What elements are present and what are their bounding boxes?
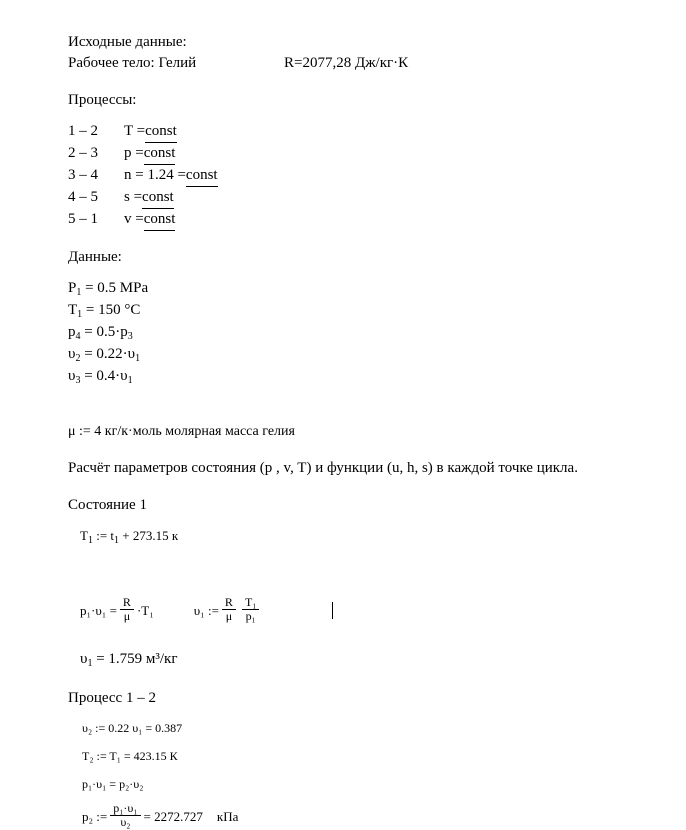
pv-lhs: p₁·υ₁ = (80, 603, 117, 618)
process-expr-prefix: n = 1.24 = (124, 167, 186, 183)
process-row (68, 121, 628, 143)
processes-list (68, 121, 628, 231)
data-item-rest: = 0.5·p (80, 324, 128, 340)
data-item-sub: 1 (77, 309, 83, 320)
data-item-var: T (68, 302, 78, 318)
p2-equation-row (82, 803, 628, 830)
v1-frac1-numerator: R (222, 596, 236, 610)
process-expr-prefix: v = (124, 211, 144, 227)
data-item (68, 300, 628, 322)
process-12-heading: Процесс 1 – 2 (68, 690, 156, 706)
v1-result-value: = 1.759 м³/кг (92, 651, 178, 667)
pv-frac-numerator: R (120, 596, 134, 610)
data-item-rest-sub: 1 (135, 353, 141, 364)
process-expr-const: const (186, 165, 218, 187)
v1-frac2-numerator: T₁ (242, 596, 260, 610)
working-body-label: Рабочее тело: Гелий (68, 55, 197, 71)
data-item-rest: = 0.22·υ (80, 346, 136, 362)
pv-equation (80, 597, 154, 624)
process-expr-const: const (144, 143, 176, 165)
document-content (68, 32, 628, 830)
process-label: 3 – 4 (68, 167, 98, 183)
p2-frac-denominator: υ₂ (120, 815, 131, 829)
process-expr-const: const (144, 209, 176, 231)
p2-unit: кПа (216, 809, 239, 824)
data-item-var: υ (68, 346, 76, 362)
process-expr-const: const (145, 121, 177, 143)
process-label: 4 – 5 (68, 189, 98, 205)
data-item (68, 278, 628, 300)
process-label: 5 – 1 (68, 211, 98, 227)
process-row (68, 165, 628, 187)
data-item-sub: 4 (75, 331, 81, 342)
data-item-var: p (68, 324, 76, 340)
p2-result: = 2272.727 (143, 809, 203, 824)
data-item-rest-sub: 3 (127, 331, 133, 342)
v1-equation (194, 597, 263, 624)
pv-equation-row (80, 597, 628, 624)
p2-frac-numerator: p₁·υ₁ (110, 802, 140, 816)
process-expr-prefix: s = (124, 189, 143, 205)
p2-lhs: p₂ := (82, 809, 108, 824)
state1-heading: Состояние 1 (68, 497, 147, 513)
data-item-rest: = 150 °C (82, 302, 141, 318)
data-item (68, 366, 628, 388)
p12-line: T₂ := T₁ = 423.15 К (82, 749, 178, 763)
process-row (68, 143, 628, 165)
v1-result (80, 648, 628, 672)
p12-line: p₁·υ₁ = p₂·υ₂ (82, 777, 144, 791)
gas-constant-value: R=2077,28 Дж/кг·К (284, 55, 409, 71)
v1-lhs: υ₁ := (193, 603, 219, 618)
text-cursor[interactable] (332, 602, 333, 619)
process-expr-const: const (142, 187, 174, 209)
data-heading: Данные: (68, 249, 122, 265)
process-expr-prefix: T = (124, 123, 146, 139)
molar-mass-line: μ := 4 кг/к·моль молярная масса гелия (68, 424, 295, 439)
data-item-var: υ (68, 368, 76, 384)
state1-assign: := t (92, 528, 115, 543)
initial-data-heading: Исходные данные: (68, 34, 187, 50)
data-list (68, 278, 628, 388)
process-expr-prefix: p = (124, 145, 144, 161)
pv-fraction (120, 596, 134, 623)
data-item-rest: = 0.5 MPa (81, 280, 149, 296)
data-item-sub: 2 (75, 353, 81, 364)
state1-lhs-sub: 1 (87, 535, 93, 546)
data-item-sub: 1 (76, 287, 82, 298)
process-label: 1 – 2 (68, 123, 98, 139)
v1-frac2-denominator: p₁ (245, 609, 256, 623)
state1-lhs-var: T (80, 528, 88, 543)
calc-paragraph: Расчёт параметров состояния (p , v, T) и функции (u, h, s) в каждой точке цикла. (68, 460, 578, 476)
data-item-var: P (68, 280, 77, 296)
data-item-sub: 3 (75, 375, 81, 386)
v1-result-var: υ (80, 651, 88, 667)
process-label: 2 – 3 (68, 145, 98, 161)
v1-frac1-denominator: μ (225, 609, 233, 623)
p2-fraction (110, 802, 140, 829)
process-row (68, 187, 628, 209)
data-item-rest-sub: 1 (127, 375, 133, 386)
v1-result-sub: 1 (87, 658, 93, 669)
v1-fraction-2 (242, 596, 260, 623)
data-item (68, 344, 628, 366)
v1-fraction-1 (222, 596, 236, 623)
working-body-row (68, 53, 628, 74)
state1-assign-sub: 1 (114, 535, 120, 546)
state1-equation (80, 526, 628, 547)
pv-tail: ·T₁ (136, 603, 154, 618)
pv-frac-denominator: μ (123, 609, 131, 623)
data-item (68, 322, 628, 344)
state1-rhs: + 273.15 к (119, 528, 179, 543)
p12-line: υ₂ := 0.22 υ₁ = 0.387 (82, 721, 183, 735)
data-item-rest: = 0.4·υ (80, 368, 128, 384)
process-row (68, 209, 628, 231)
processes-heading: Процессы: (68, 92, 137, 108)
